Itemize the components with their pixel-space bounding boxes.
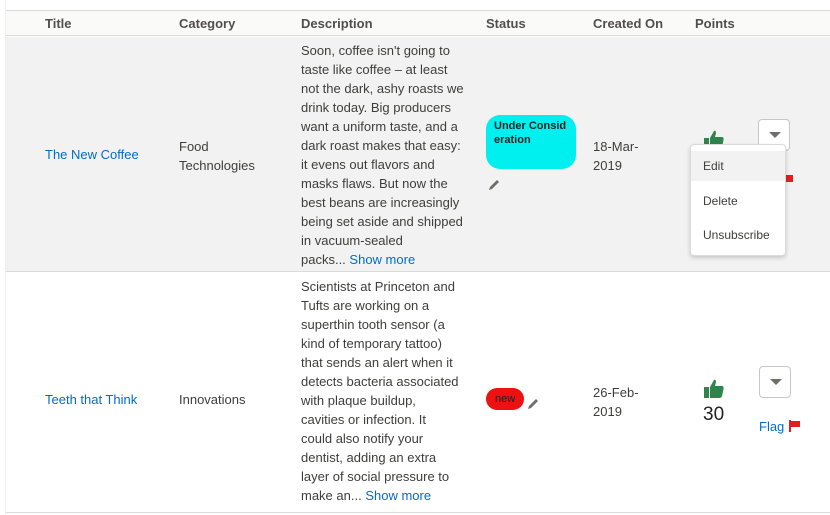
- description-line: in vacuum-sealed: [301, 233, 403, 248]
- flag-icon[interactable]: [789, 420, 801, 432]
- created-on-text: 2019: [593, 404, 622, 419]
- points-count: 30: [703, 404, 725, 425]
- category-text: Innovations: [179, 392, 246, 407]
- description-line: kind of temporary tattoo): [301, 336, 442, 351]
- description-line: dentist, adding an extra: [301, 450, 437, 465]
- status-badge: Under Consideration: [486, 115, 576, 169]
- menu-item-delete[interactable]: Delete: [703, 194, 738, 208]
- pencil-icon[interactable]: [487, 178, 501, 192]
- category-cell: [179, 392, 246, 407]
- description-line: drink today. Big producers: [301, 100, 452, 115]
- menu-item-unsubscribe[interactable]: Unsubscribe: [703, 228, 770, 242]
- created-on-text: 18-Mar-: [593, 139, 639, 154]
- column-header-description[interactable]: Description: [301, 16, 373, 31]
- description-ellipsis: make an...: [301, 488, 366, 503]
- description-line: Soon, coffee isn't going to: [301, 43, 450, 58]
- table-header: [6, 10, 830, 36]
- description-line: not the dark, ashy roasts we: [301, 81, 464, 96]
- description-line: cavities or infection. It: [301, 412, 426, 427]
- chevron-down-icon: [770, 379, 782, 385]
- description-line: dark roast makes that easy:: [301, 138, 461, 153]
- description-line: [301, 250, 479, 269]
- description-line: best beans are increasingly: [301, 195, 460, 210]
- description-line: being set aside and shipped: [301, 214, 463, 229]
- description-ellipsis: packs...: [301, 252, 350, 267]
- description-cell: [301, 277, 479, 505]
- category-text: Food: [179, 139, 209, 154]
- created-on-text: 2019: [593, 158, 622, 173]
- menu-item-edit[interactable]: Edit: [691, 151, 785, 181]
- description-line: that sends an alert when it: [301, 355, 453, 370]
- column-header-title[interactable]: Title: [45, 16, 72, 31]
- thumbs-up-icon[interactable]: [703, 378, 725, 400]
- description-line: want a uniform taste, and a: [301, 119, 458, 134]
- description-line: superthin tooth sensor (a: [301, 317, 445, 332]
- flag-icon: [785, 175, 793, 182]
- description-line: could also notify your: [301, 431, 424, 446]
- description-line: masks flaws. But now the: [301, 176, 448, 191]
- description-line: with plaque buildup,: [301, 393, 416, 408]
- created-on-text: 26-Feb-: [593, 385, 639, 400]
- category-text: Technologies: [179, 158, 255, 173]
- show-more-link[interactable]: Show more: [365, 488, 432, 503]
- description-line: it evens out flavors and: [301, 157, 435, 172]
- flag-link[interactable]: Flag: [759, 419, 785, 434]
- created-on-cell: [593, 383, 639, 421]
- description-line: taste like coffee – at least: [301, 62, 448, 77]
- idea-title-link[interactable]: Teeth that Think: [45, 392, 138, 407]
- created-on-cell: [593, 137, 639, 175]
- show-more-link[interactable]: Show more: [349, 252, 416, 267]
- pencil-icon[interactable]: [526, 397, 540, 411]
- description-line: Scientists at Princeton and: [301, 279, 455, 294]
- column-header-points[interactable]: Points: [695, 16, 735, 31]
- category-cell: [179, 137, 255, 175]
- chevron-down-icon: [769, 132, 781, 138]
- status-badge: new: [486, 388, 524, 410]
- description-line: [301, 486, 479, 505]
- column-header-status[interactable]: Status: [486, 16, 526, 31]
- description-cell: [301, 41, 479, 269]
- description-line: detects bacteria associated: [301, 374, 459, 389]
- row-actions-dropdown[interactable]: [759, 366, 791, 398]
- table-row: [6, 273, 830, 513]
- column-header-category[interactable]: Category: [179, 16, 236, 31]
- description-line: layer of social pressure to: [301, 469, 450, 484]
- idea-title-link[interactable]: The New Coffee: [45, 147, 139, 162]
- row-actions-menu: [690, 144, 786, 256]
- description-line: Tufts are working on a: [301, 298, 430, 313]
- column-header-created-on[interactable]: Created On: [593, 16, 664, 31]
